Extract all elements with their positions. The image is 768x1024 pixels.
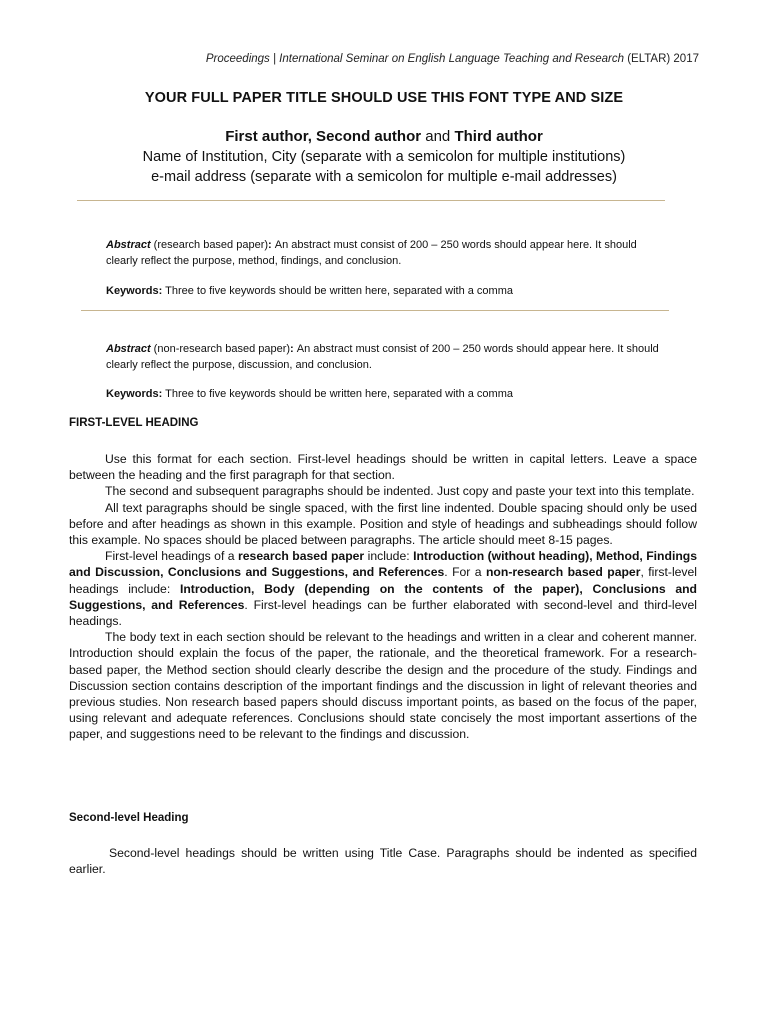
paragraph-5: The body text in each section should be relevant to the headings and written in a clear and coherent manner. Introduction should explain the focus of the paper, the rationale, and the theoretical framework. For a research-based paper, the Method section should clearly describe the design and the procedure of the study. Findings and Discussion section contains description of the important findings and the discussion in light of relevant theories and previous studies. Non research based papers should discuss important points, as based on the focus of the paper, using relevant and adequate references. Conclusions should state concisely the most important assertions of the paper, and suggestions need to be relevant to the findings and discussion. [69,630,697,742]
running-head-event: (ELTAR) 2017 [624,53,699,65]
abstract-type: (research based paper) [150,239,269,251]
p4-bold: Introduction, Body (depending on the contents of the paper), Conclusions and Suggestions, and References [69,581,697,612]
institution-line: Name of Institution, City (separate with a semicolon for multiple institutions) [142,149,626,165]
abstract-colon: : [290,343,297,355]
p4-bold: Introduction (without heading), Method, Findings and Discussion, Conclusions and Suggestions, and References [69,549,697,580]
body-section-1 [69,451,697,743]
author-conjunction: and [421,128,455,145]
p4-text: . For a [444,565,486,580]
paragraph-4 [69,548,697,629]
p4-text: . First-level headings can be further elaborated with second-level and third-level headings. [69,597,697,629]
second-level-heading: Second-level Heading [69,812,189,824]
divider-middle [81,310,669,311]
paragraph-1: Use this format for each section. First-level headings should be written in capital letters. Leave a space between the heading and the first paragraph for that section. [69,452,697,483]
p4-text: , first-level headings include: [69,565,698,596]
author-line [0,128,768,145]
p4-bold: non-research based paper [485,565,641,580]
keywords-label: Keywords: [106,285,163,297]
keywords-label: Keywords: [106,388,163,400]
email-line: e-mail address (separate with a semicolon for multiple e-mail addresses) [151,169,617,185]
paragraph-6: Second-level headings should be written using Title Case. Paragraphs should be indented as specified earlier. [69,846,697,877]
abstract-label: Abstract [106,239,151,251]
running-head [206,53,699,65]
paper-title: YOUR FULL PAPER TITLE SHOULD USE THIS FONT TYPE AND SIZE [144,90,624,106]
keywords-nonresearch [106,386,666,402]
first-second-authors: First author, Second author [225,128,422,145]
keywords-text: Three to five keywords should be written here, separated with a comma [162,388,513,400]
paragraph-3: All text paragraphs should be single spaced, with the first line indented. Double spacing should only be used before and after headings as shown in this example. Position and style of headings and subheadings should follow this example. No spaces should be placed between paragraphs. The article should meet 8-15 pages. [69,500,697,548]
p4-text: include: [364,549,414,564]
first-level-heading: FIRST-LEVEL HEADING [69,417,199,429]
third-author: Third author [454,128,543,145]
keywords-research [106,283,666,299]
body-section-2 [69,845,697,877]
abstract-colon: : [268,239,275,251]
abstract-text: An abstract must consist of 200 – 250 words should appear here. It should clearly reflect the purpose, discussion, and conclusion. [106,343,659,371]
p4-text: First-level headings of a [105,549,239,564]
paragraph-2: The second and subsequent paragraphs should be indented. Just copy and paste your text into this template. [105,484,695,499]
running-head-journal: Proceedings | International Seminar on English Language Teaching and Research [205,53,624,65]
divider-top [77,200,665,201]
abstract-label: Abstract [106,343,151,355]
abstract-type: (non-research based paper) [150,343,291,355]
abstract-nonresearch [106,341,666,373]
abstract-text: An abstract must consist of 200 – 250 words should appear here. It should clearly reflect the purpose, method, findings, and conclusion. [106,239,637,267]
p4-bold: research based paper [238,549,365,564]
keywords-text: Three to five keywords should be written here, separated with a comma [162,285,513,297]
abstract-research [106,237,666,269]
